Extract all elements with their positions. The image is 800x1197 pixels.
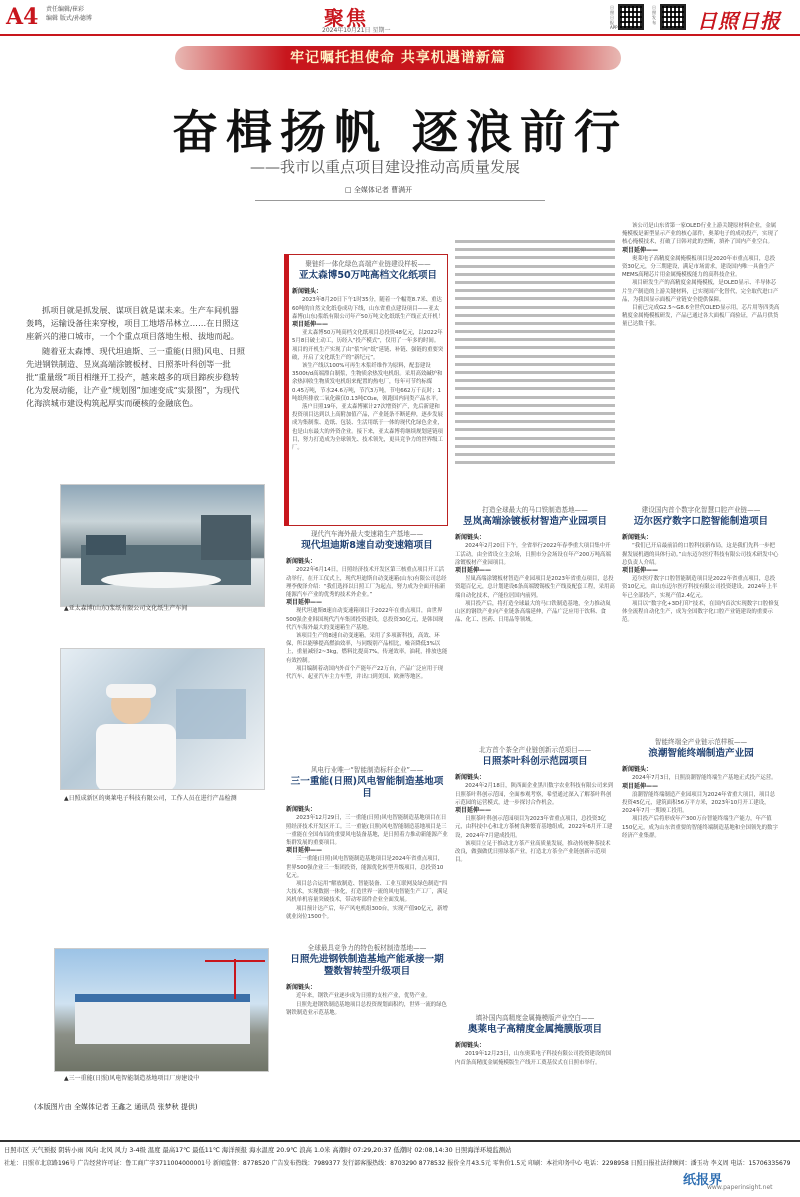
article-title: 昱岚高端涂镀板材智造产业园项目 <box>463 516 607 528</box>
article-paragraph: 近年来，钢铁产业逐步成为日照的支柱产业，优势产业。 <box>296 993 431 1000</box>
qr-label-app: 日照日报APP <box>610 5 618 30</box>
article-paragraph: 项目研发生产的高精度金属掩模板，是OLED显示、半导体芯片生产制造的上游关键材料，已实现国产化替代，完全取代进口产品，为我国显示面板产业链安全提供保障。 <box>622 280 779 303</box>
qr-code-wechat <box>660 4 686 30</box>
article-paragraph: 2022年6月14日，日照经济技术开发区第三核重点项目开工活动举行，在开工仪式上，现代坦迪斯自动变速箱(山东)有限公司总经理李俊泽介绍：“我们选择以日照工厂为起点，努力成为全面开拓新能源汽车产业的优秀的技术外企业。” <box>286 567 447 599</box>
article-paragraph: 项目投产后将形成年产300万台智能终端生产能力，年产值150亿元，成为山东省重要的智能终端制造基地和全国领先的数字经济产业集群。 <box>622 816 778 839</box>
article-paragraph: 项目以“数字化+3D打印”技术，在国内首次实现数字口腔修复体全流程自动化生产，成为全国数字化口腔产业链建设的重要示范。 <box>622 600 780 624</box>
article-title: 迈尔医疗数字口腔智能制造项目 <box>633 516 769 528</box>
article-paragraph: 2024年2月20日下午，全省举行2022年春季重大项目集中开工活动，由全省设立主会场，日照市分会场设在年产200万吨高端涂镀板材产业园项目。 <box>455 543 611 566</box>
editor-line-2: 编辑 版式/孙德博 <box>46 15 92 22</box>
article-sany-wind <box>286 766 448 938</box>
paper-machine-graphic <box>61 485 265 607</box>
weather-forecast: 日照市区 天气预报 阴转小雨 风向 北风 风力 3-4级 温度 最高17℃ 最低11℃ 海洋预报 海水温度 20.9℃ 浪高 1.0米 高潮时 07:29,20:37 低潮时 02:08,14:30 日照海洋环境监测站 <box>4 1147 512 1154</box>
article-paragraph: 2024年7月3日，日照浪潮智能终端生产基地正式投产运营。 <box>632 775 777 782</box>
byline: □ 全媒体记者 曹满开 <box>345 186 413 194</box>
article-maier-dental <box>622 506 780 726</box>
wind-plant-construction-photo <box>54 948 269 1072</box>
article-kicker: 打造全球最大的马口铁制造基地—— <box>482 506 588 514</box>
article-label: 新闻链头： <box>286 806 317 814</box>
article-title: 亚太森博50万吨高档文化纸项目 <box>298 270 438 282</box>
article-label: 项目延伸—— <box>286 847 323 855</box>
article-title: 奥莱电子高精度金属掩膜版项目 <box>467 1024 603 1036</box>
article-label: 新闻链头： <box>286 984 317 992</box>
article-inspur-terminal <box>622 738 780 1134</box>
footer-bar <box>0 1140 800 1170</box>
article-paragraph: 2024年2月18日，陕西面企业黑川数字农业科技有限公司来到日照茶叶科创示范园，全面参观考察，希望通过深入了解茶叶科创示范园的运营模式，进一步探讨合作机会。 <box>455 783 613 806</box>
article-label: 新闻链头： <box>455 1042 486 1050</box>
theme-banner: 牢记嘱托担使命 共享机遇谱新篇 <box>175 46 621 70</box>
article-label: 项目延伸—— <box>622 246 659 254</box>
article-kicker: 现代汽车海外最大变速箱生产基地—— <box>310 530 424 538</box>
article-paragraph: 浪潮智能终端制造产业园项目为2024年省重大项目，项目总投资45亿元，建筑面积56万平方米，2023年10月开工建设，2024年7月一期竣工投用。 <box>622 791 776 815</box>
section-title: 聚焦 <box>324 6 368 30</box>
article-paragraph: 2023年12月29日，三一重能(日照)风电智能制造基地项目在日照经济技术开发区开工。三一重能(日照)风电智能制造基地项目是三一重能在全国布局的重要风电装备基地，是日照着力推动新能源产业集群发展的重要项目。 <box>286 815 448 847</box>
editor-credits <box>46 5 92 23</box>
photo-caption-1: ▲亚太森博(山东)浆纸有限公司文化纸生产车间 <box>64 605 188 612</box>
article-label: 新闻链头： <box>622 534 653 542</box>
intro-paragraph: 抓项目就是抓发展、谋项目就是谋未来。生产车间机器轰鸣，运输设备往来穿梭，项目工地塔吊林立……在日照这座新兴的港口城市，一个个重点项目落地生根、拔地而起。 <box>26 305 239 341</box>
article-paragraph: 项目预计达产后，年产风电机组300台，实现产值90亿元，新增就业岗位1500个。 <box>286 905 448 920</box>
article-paragraph: 项目编制着动国内外首个产能年产22万台，产品广泛应用于现代汽车、起亚汽车主力车型，并出口到美国、欧洲等地区。 <box>286 665 444 681</box>
headline-divider <box>255 200 545 201</box>
article-label: 项目延伸—— <box>622 782 659 790</box>
photo-credit: (本版图片由 全媒体记者 王鑫之 通讯员 张梦秋 提供) <box>34 1103 198 1111</box>
article-paragraph: 亚太森博50万吨高档文化纸项目总投资48亿元，以2022年5月8日破土动工，历经入“投产模式”，仅用了一年多的时间。项目的开机生产实现了由“浆”向“纸”延链、补链、强链的重要突破，开启了文化纸生产的“新纪元”。 <box>292 330 444 361</box>
article-paragraph: 现代坦迪斯8速自动变速箱项目于2022年在重点项目，由世界500强企业韩国现代汽车集团投资建设，总投资30亿元，是韩国现代汽车海外最大的变速箱生产基地。 <box>286 608 444 631</box>
article-paragraph: 三一重能(日照)风电智能制造基地项目是2024年省重点项目，世界500强企业三一集团投资，能源优化转型升级项目，总投资10亿元。 <box>286 856 444 879</box>
article-paragraph: “我们已开启最前沿的口腔科技新布局，这是我们先科一步把握发展机遇的具体行动。”山东迈尔医疗科技有限公司技术研发中心总负责人介绍。 <box>622 543 779 566</box>
article-yatai-senbo <box>292 260 444 522</box>
article-label: 新闻链头： <box>286 558 317 566</box>
article-steel-base <box>286 944 448 1134</box>
article-paragraph: 该公司是山东省第一家OLED行业上游关键原材料企业，金属掩模板是新型显示产业的核心部件，奥莱电子的成功投产，实现了核心掩模技术，打破了日韩对此的垄断，填补了国内产业空白。 <box>622 223 779 246</box>
photo-caption-3: ▲三一重能(日照)风电智能制造基地项目厂房建设中 <box>64 1075 200 1082</box>
article-title: 日照茶叶科创示范园项目 <box>482 756 588 768</box>
headline: 奋楫扬帆 逐浪前行 <box>171 105 628 159</box>
intro-paragraph: 随着亚太森博、现代坦迪斯、三一重能(日照)风电、日照先进钢铁制造、昱岚高端涂镀板材、日照茶叶科创等一批批“重量级”项目相继开工投产，越来越多的项目蹄疾步稳转化为发展动能，让产业“规划图”加速变成“实景图”，为现代化海滨城市建设构筑起厚实而硬核的金融底色。 <box>26 346 245 408</box>
article-label: 项目延伸—— <box>622 567 659 575</box>
watermark-url: www.paperinsight.net <box>707 1184 773 1191</box>
lab-worker-photo <box>60 648 265 790</box>
photo-caption-2: ▲日照成新区的奥莱电子科技有限公司，工作人员在进行产品检测 <box>64 795 237 802</box>
article-aolai-continued <box>622 222 780 478</box>
paper-mill-photo <box>60 484 265 607</box>
qr-code-app <box>618 4 644 30</box>
article-label: 新闻链头： <box>455 534 486 542</box>
editor-line-1: 责任编辑/崔彩 <box>46 6 85 13</box>
article-label: 新闻链头： <box>455 774 486 782</box>
masthead <box>0 0 800 36</box>
article-title: 现代坦迪斯8速自动变速箱项目 <box>301 540 433 552</box>
newspaper-logo: 日照日报 <box>697 9 781 33</box>
article-kicker: 建设国内首个数字化智慧口腔产业链—— <box>641 506 761 514</box>
article-paragraph: 该生产线以100%可再生木浆纤维作为原料，配套建设3500t/d高端漂白制浆，生物质余热发电机组。采用高效碱炉和余热回收生物质发电机组来配置的热电厂，每年可节约标煤0.45万吨，节水24.6万吨，节汽3万吨，节电662万千瓦时；1吨纸所排放二氧化碳仅0.13吨CO₂e，领跑国内同类产品水平。 <box>292 363 443 402</box>
article-aolai-mask <box>455 1014 615 1134</box>
article-paragraph: 日照茶叶科创示范园项目为2023年省重点项目，总投资3亿元，由科技中心和北方茶树良种繁育基地组成，2022年6月开工建设，2024年7月建成投用。 <box>455 816 613 839</box>
article-paragraph: 项目总合运用“解放制造、智能装备、工业互联网及绿色制造”四大技术，实现数据一体化，打造世界一流的风电智能生产工厂，满足风机单机容量突破技术，带动零部件企业全面发展。 <box>286 881 448 904</box>
article-paragraph: 2019年12月23日，山东奥莱电子科技有限公司投资建设的国内首条高精度金属掩模版生产线开工奠基仪式在日照市举行。 <box>455 1051 612 1066</box>
article-kicker: 北方首个茶全产业链创新示范项目—— <box>478 746 592 754</box>
article-paragraph: 落户日照19年，亚太森博累计27次增资扩产，先后新建和投资项目达到以上高附加值产品，产业链条不断延伸，逐步发展成为集制浆、造纸、包装、生活用纸于一体的现代化绿色企业，也是山东最大的外资企业。接下来，亚太森博将继续规划延链项目，努力打造成为全球领先、技术领先，更具竞争力的世界级工厂。 <box>292 404 443 452</box>
article-tea-park <box>455 746 615 1008</box>
publication-date: 2024年10月21日 星期一 <box>322 27 391 34</box>
article-kicker: 填补国内高精度金属掩模版产业空白—— <box>475 1014 595 1022</box>
article-kicker: 聚链纤一体化绿色高端产业链建设样板—— <box>305 260 431 268</box>
article-label: 项目延伸—— <box>455 567 492 575</box>
article-label: 新闻链头： <box>292 288 323 296</box>
article-paragraph: 该项目立足于推动北方茶产业高质量发展，推动传统种茶技术改良，做强做优日照绿茶产业，打造北方茶全产业链创新示范项目。 <box>455 840 611 864</box>
article-kicker: 风电行业唯一“智能制造标杆企业”—— <box>310 766 424 774</box>
watermark-logo: 纸报界 <box>683 1173 723 1188</box>
article-title: 浪潮智能终端制造产业园 <box>648 748 754 760</box>
article-paragraph: 目前已完成G2.5~G8.6全世代OLED显示用，芯片用等四类高精度金属掩模板研发，产品已通过各大面板厂商验证，产品月供货量已达数千张。 <box>622 305 780 328</box>
article-paragraph: 迈尔医疗数字口腔智能制造项目是2022年省重点项目，总投资10亿元，由山东迈尔医疗科技有限公司投资建设。2024年上半年已全部投产，实现产值2.4亿元。 <box>622 576 778 599</box>
article-label: 项目延伸—— <box>292 321 329 329</box>
qr-label-wechat: 日照发布 <box>652 5 656 25</box>
subheadline: ——我市以重点项目建设推动高质量发展 <box>250 158 521 176</box>
article-title: 三一重能(日照)风电智能制造基地项目 <box>290 776 444 800</box>
article-paragraph: 该项目生产的8速自动变速箱，采用了多项新科技，高效、环保，所以能够提高燃油效率，与同级别产品相比，噪音降低3%以上，重量减轻2~3kg，燃料比提高7%，传递效率，油耗，排放也能有效控制。 <box>286 633 448 664</box>
article-kicker: 全球最具竞争力的特色板材制造基地—— <box>307 944 427 952</box>
article-paragraph: 昱岚高端涂镀板材智造产业园项目是2023年省重点项目，总投资超百亿元，总计划建设6条高端镀锡板生产线及配套工程，采用高端自动化技术，产能位居国内前列。 <box>455 576 615 599</box>
article-paragraph: 项目投产后，将打造全球最大的马口铁制造基地，全力推动岚山区的钢铁产业向产业链条高端延伸，产品广泛应用于饮料、食品、化工、医药、日用品等领域。 <box>455 600 611 624</box>
article-continued-text <box>455 238 615 503</box>
page-number: A4 <box>6 4 39 30</box>
article-yulan-coating <box>455 506 615 740</box>
factory-graphic <box>55 949 269 1072</box>
article-paragraph: 奥莱电子高精度金属掩模板项目是2020年市重点项目，总投资30亿元，分三期建设，满足市场需求，建设国内唯一具备生产MEMS高精芯片用金属掩模板能力的高科技企业。 <box>622 255 776 279</box>
publisher-info: 社址：日照市北京路196号 广告经营许可证：鲁工商广字3711004000001号 新闻监督：8778520 广告发布热线：7989377 发行部客服热线：8703290 8778532 报价全月43.5元 零售价1.5元 印刷：本社印务中心 电话：2298958 日照日报社法律顾问：潘玉功 李义周 电话：15706335679 <box>4 1160 791 1167</box>
article-label: 新闻链头： <box>622 766 653 774</box>
article-title: 日照先进钢铁制造基地产能承接一期暨数智转型升级项目 <box>290 954 444 978</box>
article-kicker: 智能终端全产业链示范样板—— <box>654 738 748 746</box>
article-paragraph: 2023年8月20日下午1时35分，随着一个幅宽8.7米、重达60吨的自然文化纸卷成功下线，山东省重点建设项目——亚太森博(山东)浆纸有限公司年产50万吨文化纸纸生产线正式开机！ <box>292 297 444 320</box>
article-label: 项目延伸—— <box>455 807 492 815</box>
article-paragraph: 日照先进钢铁制造基地项目总投资规划面积约，世界一流的绿色钢铁制造业示范基地。 <box>286 1001 447 1016</box>
worker-graphic <box>61 649 265 790</box>
article-hyundai-transmission <box>286 530 448 760</box>
intro-text <box>26 304 246 412</box>
article-label: 项目延伸—— <box>286 599 323 607</box>
